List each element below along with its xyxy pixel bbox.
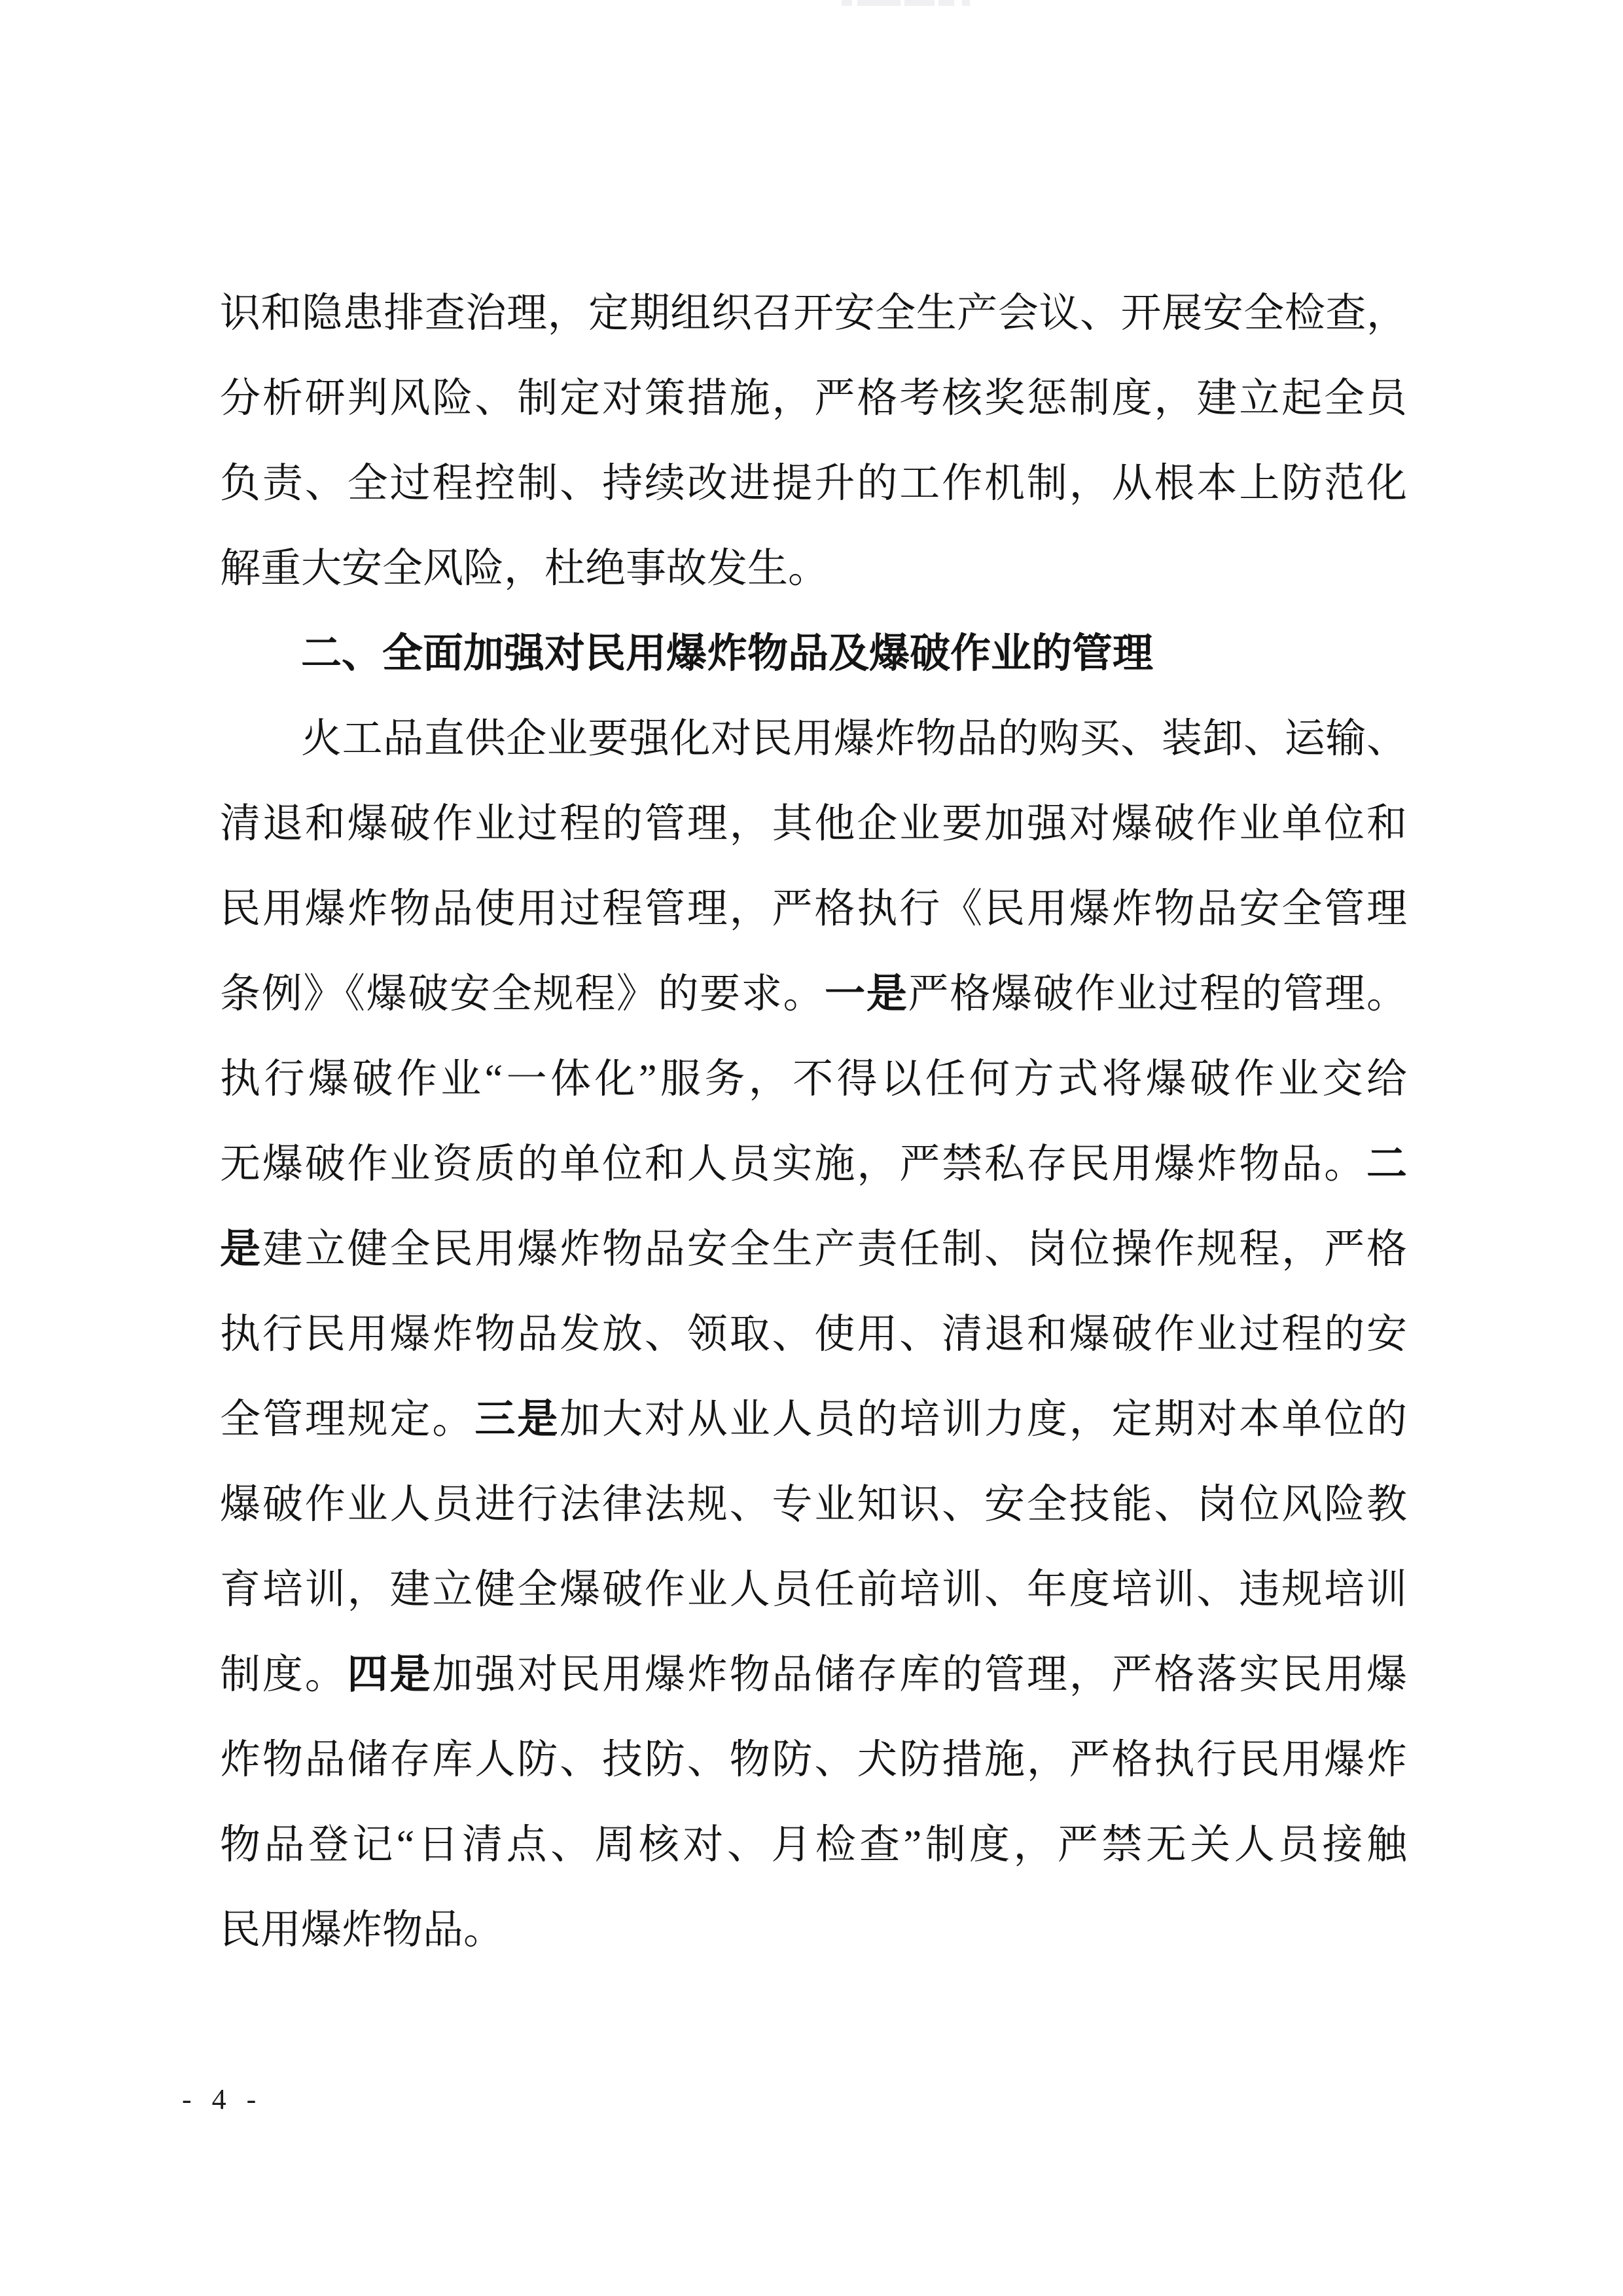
body-line — [220, 1803, 1407, 1888]
text-segment: 物品登记“日清点、周核对、月检查”制度，严禁无关人员接触 — [220, 1823, 1407, 1867]
body-line — [220, 1037, 1407, 1122]
bold-text-segment: 是 — [220, 1227, 262, 1272]
scan-artifact — [904, 0, 935, 6]
text-segment: 火工品直供企业要强化对民用爆炸物品的购买、装卸、运输、 — [301, 717, 1407, 761]
scan-artifact — [938, 0, 954, 6]
scan-artifact — [962, 0, 970, 6]
body-line — [220, 441, 1407, 526]
text-segment: 制度。 — [220, 1653, 348, 1697]
text-segment: 分析研判风险、制定对策措施，严格考核奖惩制度，建立起全员 — [220, 376, 1407, 421]
page-number: - 4 - — [182, 2083, 263, 2115]
text-segment: 加强对民用爆炸物品储存库的管理，严格落实民用爆 — [432, 1653, 1407, 1697]
section-heading — [220, 611, 1407, 696]
body-line — [220, 1462, 1407, 1547]
scan-artifact — [842, 0, 852, 6]
body-line — [220, 356, 1407, 441]
text-segment: 加大对从业人员的培训力度，定期对本单位的 — [560, 1397, 1407, 1442]
bold-text-segment: 四是 — [347, 1652, 433, 1697]
body-line — [220, 952, 1407, 1037]
text-segment: 全管理规定。 — [220, 1397, 475, 1442]
text-segment: 育培训，建立健全爆破作业人员任前培训、年度培训、违规培训 — [220, 1568, 1407, 1612]
text-segment: 解重大安全风险，杜绝事故发生。 — [220, 547, 829, 591]
body-line — [220, 867, 1407, 952]
text-segment: 民用爆炸物品。 — [220, 1908, 505, 1952]
body-line — [220, 781, 1407, 867]
text-segment: 无爆破作业资质的单位和人员实施，严禁私存民用爆炸物品。 — [220, 1142, 1366, 1187]
body-line — [220, 1377, 1407, 1462]
text-segment: 执行民用爆炸物品发放、领取、使用、清退和爆破作业过程的安 — [220, 1312, 1407, 1357]
body-line — [220, 1122, 1407, 1207]
bold-text-segment: 一是 — [825, 971, 908, 1016]
scan-artifact — [857, 0, 901, 6]
body-line — [220, 696, 1407, 781]
text-segment: 建立健全民用爆炸物品安全生产责任制、岗位操作规程，严格 — [262, 1227, 1407, 1272]
body-line — [220, 526, 1407, 611]
body-line — [220, 1292, 1407, 1377]
body-line — [220, 1717, 1407, 1803]
text-segment: 爆破作业人员进行法律法规、专业知识、安全技能、岗位风险教 — [220, 1482, 1407, 1527]
text-segment: 民用爆炸物品使用过程管理，严格执行《民用爆炸物品安全管理 — [220, 887, 1407, 931]
bold-text-segment: 二 — [1366, 1141, 1407, 1187]
body-line — [220, 1207, 1407, 1292]
body-line — [220, 271, 1407, 356]
text-segment: 识和隐患排查治理，定期组织召开安全生产会议、开展安全检查， — [220, 291, 1407, 336]
text-segment: 清退和爆破作业过程的管理，其他企业要加强对爆破作业单位和 — [220, 802, 1407, 846]
body-line — [220, 1888, 1407, 1973]
bold-text-segment: 三是 — [474, 1397, 560, 1442]
text-segment: 执行爆破作业“一体化”服务，不得以任何方式将爆破作业交给 — [220, 1057, 1407, 1102]
body-line — [220, 1547, 1407, 1632]
heading-text: 二、全面加强对民用爆炸物品及爆破作业的管理 — [301, 631, 1154, 676]
text-block — [220, 271, 1407, 1973]
body-line — [220, 1632, 1407, 1717]
text-segment: 严格爆破作业过程的管理。 — [908, 972, 1407, 1016]
text-segment: 条例》《爆破安全规程》的要求。 — [220, 972, 825, 1016]
text-segment: 炸物品储存库人防、技防、物防、犬防措施，严格执行民用爆炸 — [220, 1738, 1407, 1782]
text-segment: 负责、全过程控制、持续改进提升的工作机制，从根本上防范化 — [220, 461, 1407, 506]
